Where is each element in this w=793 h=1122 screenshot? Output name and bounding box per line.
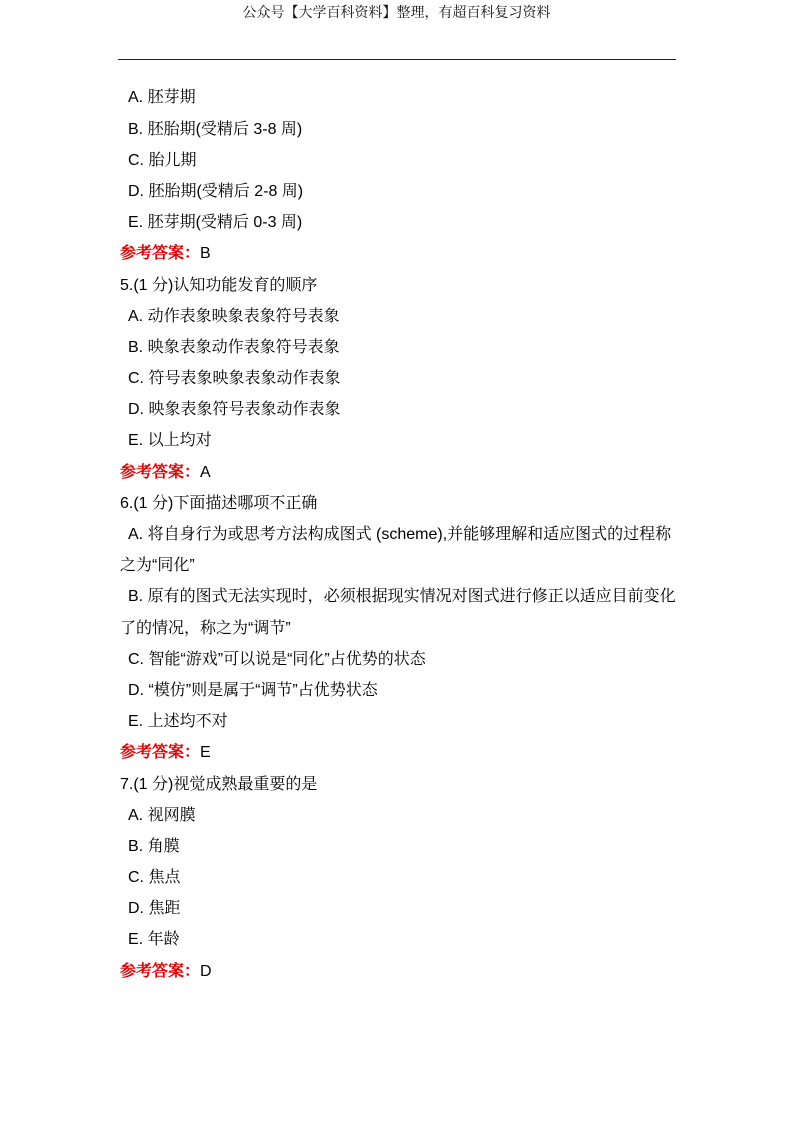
option-b: B. 原有的图式无法实现时，必须根据现实情况对图式进行修正以适应目前变化 了的情况，称之为“调节” — [120, 588, 676, 637]
option-a: A. 将自身行为或思考方法构成图式 (scheme),并能够理解和适应图式的过程称 之为“同化” — [120, 526, 672, 575]
option-a: A. 视网膜 — [128, 806, 196, 824]
document-content — [120, 82, 760, 986]
answer-label: 参考答案： — [120, 744, 201, 762]
answer-value: B — [200, 245, 211, 263]
option-a: A. 胚芽期 — [128, 89, 196, 107]
answer-label: 参考答案： — [120, 245, 201, 263]
option-e: E. 上述均不对 — [128, 713, 228, 731]
option-c: C. 智能“游戏”可以说是“同化”占优势的状态 — [128, 650, 426, 668]
question-title: 6.(1 分)下面描述哪项不正确 — [120, 494, 318, 512]
option-c: C. 胎儿期 — [128, 151, 197, 169]
option-e: E. 年龄 — [128, 931, 180, 949]
option-e: E. 胚芽期(受精后 0-3 周) — [128, 214, 303, 232]
answer-label: 参考答案： — [120, 962, 201, 980]
question-title: 7.(1 分)视觉成熟最重要的是 — [120, 775, 318, 793]
answer-line — [120, 238, 760, 269]
option-d: D. 映象表象符号表象动作表象 — [128, 401, 341, 419]
option-d: D. 胚胎期(受精后 2-8 周) — [128, 182, 304, 200]
header-divider — [118, 59, 676, 60]
option-c: C. 焦点 — [128, 869, 181, 887]
answer-line — [120, 956, 760, 987]
option-e: E. 以上均对 — [128, 432, 212, 450]
option-d: D. 焦距 — [128, 900, 181, 918]
answer-value: E — [200, 744, 211, 762]
option-d: D. “模仿”则是属于“调节”占优势状态 — [128, 681, 378, 699]
option-b: B. 角膜 — [128, 837, 180, 855]
answer-value: A — [200, 463, 211, 481]
option-a: A. 动作表象映象表象符号表象 — [128, 307, 340, 325]
option-b: B. 胚胎期(受精后 3-8 周) — [128, 120, 303, 138]
question-title: 5.(1 分)认知功能发育的顺序 — [120, 276, 318, 294]
answer-label: 参考答案： — [120, 463, 201, 481]
answer-value: D — [200, 962, 212, 980]
page-header: 公众号【大学百科资料】整理，有超百科复习资料 — [242, 5, 551, 21]
option-c: C. 符号表象映象表象动作表象 — [128, 370, 341, 388]
answer-line — [120, 737, 760, 768]
answer-line — [120, 457, 760, 488]
option-b: B. 映象表象动作表象符号表象 — [128, 338, 340, 356]
